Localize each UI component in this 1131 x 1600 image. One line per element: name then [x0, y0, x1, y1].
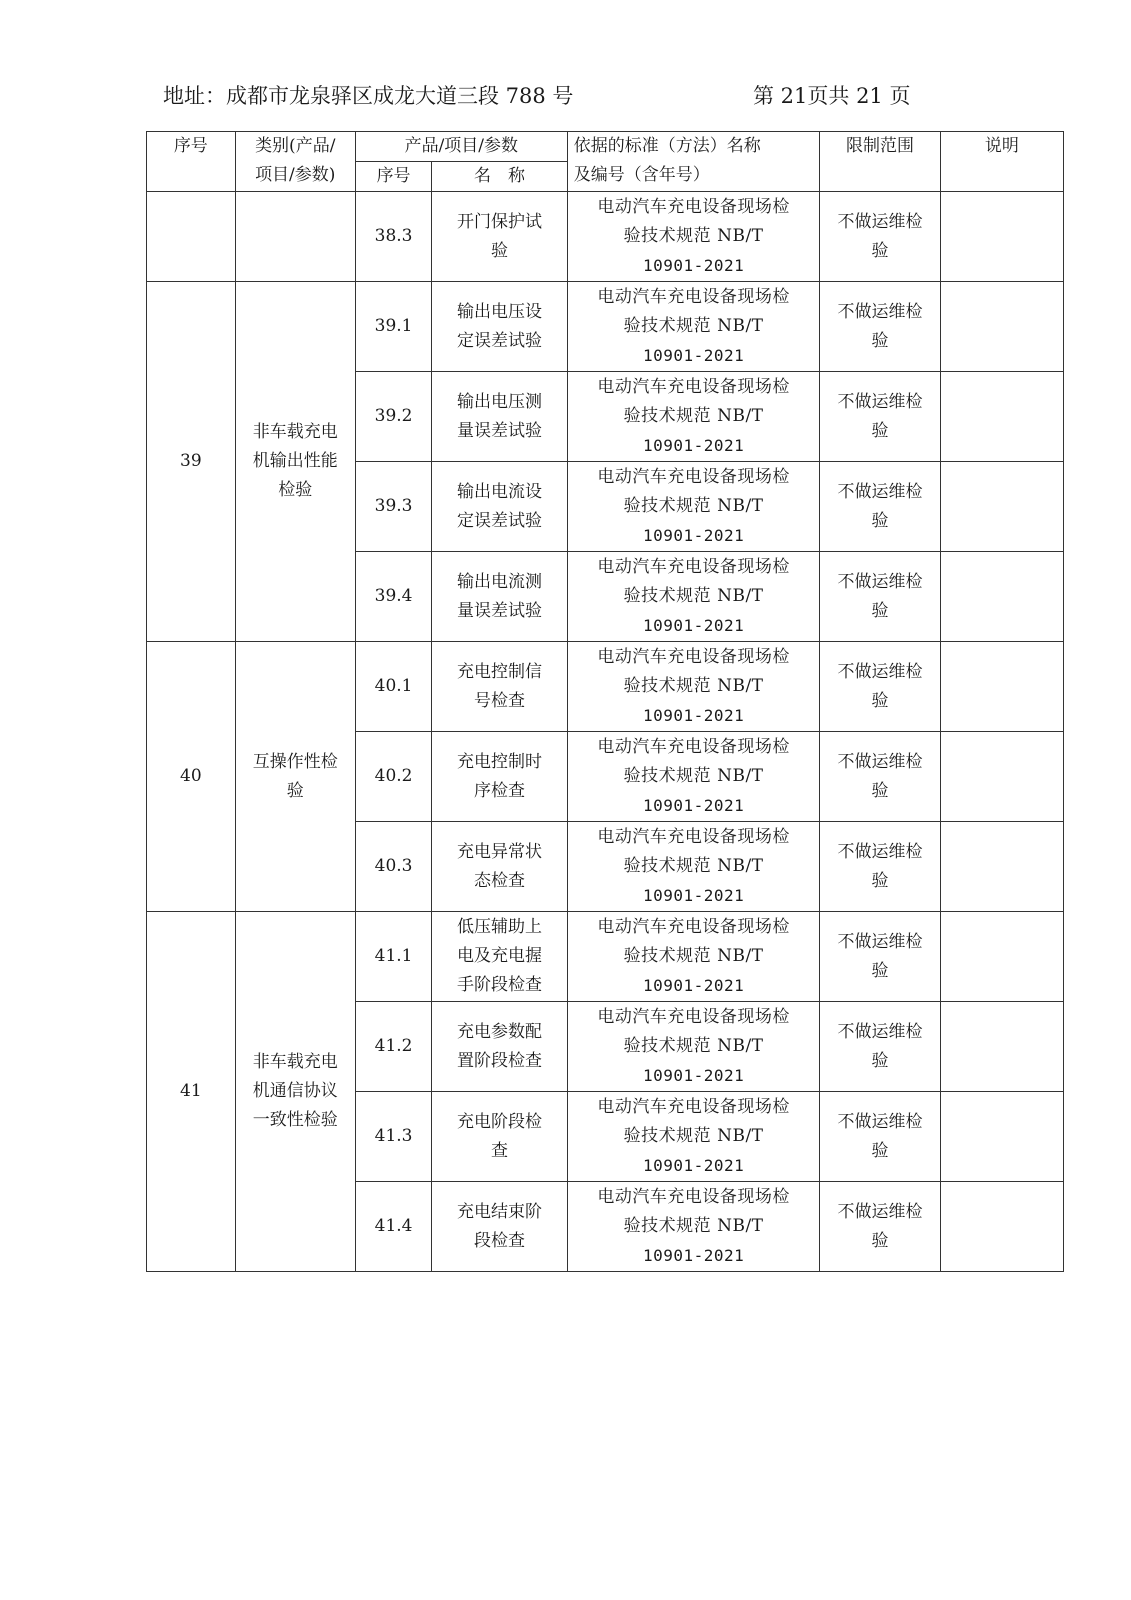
limit-cell: [820, 1092, 940, 1182]
item-seq-cell: 39: [147, 282, 236, 642]
note-cell: [940, 732, 1063, 822]
standard-line: 电动汽车充电设备现场检: [597, 917, 790, 937]
standard-line: 验技术规范 NB/T: [623, 946, 764, 966]
standard-line: 验技术规范 NB/T: [623, 1036, 764, 1056]
standard-line: 电动汽车充电设备现场检: [597, 377, 790, 397]
standard-cell: [567, 462, 820, 552]
limit-cell: [820, 912, 940, 1002]
sub-name-line: 低压辅助上: [457, 917, 543, 937]
page-number: 第 21页共 21 页: [753, 84, 911, 108]
item-category-cell: [235, 912, 355, 1272]
standard-cell: [567, 642, 820, 732]
item-category-cell: [235, 192, 355, 282]
limit-line: 不做运维检: [837, 1201, 923, 1222]
sub-name-line: 输出电流设: [457, 481, 543, 502]
limit-line: 不做运维检: [837, 661, 923, 682]
standard-line: 电动汽车充电设备现场检: [597, 197, 790, 217]
standard-line: 电动汽车充电设备现场检: [597, 827, 790, 847]
sub-name-line: 充电阶段检: [457, 1111, 543, 1132]
sub-seq-cell: 40.1: [355, 642, 431, 732]
standard-line: 电动汽车充电设备现场检: [597, 647, 790, 667]
sub-seq-cell: 40.2: [355, 732, 431, 822]
sub-seq-cell: 41.1: [355, 912, 431, 1002]
sub-name-cell: [432, 912, 568, 1002]
sub-name-line: 定误差试验: [457, 510, 543, 531]
sub-name-line: 号检查: [474, 690, 526, 711]
limit-cell: [820, 462, 940, 552]
header-standard-line1: 依据的标准（方法）名称: [573, 136, 761, 156]
standard-line: 验技术规范 NB/T: [623, 406, 764, 426]
sub-seq-cell: 41.2: [355, 1002, 431, 1092]
standard-cell: [567, 192, 820, 282]
note-cell: [940, 282, 1063, 372]
sub-name-line: 态检查: [474, 870, 526, 891]
header-sub-seq: 序号: [355, 162, 431, 192]
standard-cell: [567, 1092, 820, 1182]
item-category-cell: [235, 282, 355, 642]
item-category-line: 验: [286, 780, 304, 801]
note-cell: [940, 462, 1063, 552]
standard-line: 10901-2021: [642, 1156, 745, 1175]
header-note: 说明: [940, 132, 1063, 192]
standard-line: 电动汽车充电设备现场检: [597, 557, 790, 577]
standard-line: 验技术规范 NB/T: [623, 316, 764, 336]
item-seq-cell: [147, 192, 236, 282]
standard-line: 电动汽车充电设备现场检: [597, 1097, 790, 1117]
standard-cell: [567, 732, 820, 822]
standard-line: 电动汽车充电设备现场检: [597, 467, 790, 487]
standard-cell: [567, 552, 820, 642]
sub-seq-cell: 40.3: [355, 822, 431, 912]
item-seq-cell: 40: [147, 642, 236, 912]
sub-name-line: 充电结束阶: [457, 1201, 543, 1222]
note-cell: [940, 912, 1063, 1002]
standard-line: 10901-2021: [642, 256, 745, 275]
item-category-line: 机输出性能: [252, 451, 338, 471]
item-seq-cell: 41: [147, 912, 236, 1272]
note-cell: [940, 1002, 1063, 1092]
sub-name-cell: [432, 372, 568, 462]
limit-cell: [820, 282, 940, 372]
standard-line: 验技术规范 NB/T: [623, 1216, 764, 1236]
limit-line: 验: [871, 1230, 889, 1251]
limit-cell: [820, 822, 940, 912]
sub-name-line: 输出电压测: [457, 391, 543, 412]
limit-line: 不做运维检: [837, 841, 923, 862]
standard-cell: [567, 372, 820, 462]
sub-name-cell: [432, 1092, 568, 1182]
limit-line: 验: [871, 330, 889, 351]
sub-seq-cell: 41.4: [355, 1182, 431, 1272]
standard-cell: [567, 282, 820, 372]
limit-line: 不做运维检: [837, 751, 923, 772]
table-row: [147, 642, 1064, 732]
limit-cell: [820, 552, 940, 642]
standard-line: 10901-2021: [642, 1066, 745, 1085]
header-seq: 序号: [147, 132, 236, 192]
standard-line: 验技术规范 NB/T: [623, 676, 764, 696]
sub-seq-cell: 41.3: [355, 1092, 431, 1182]
limit-cell: [820, 1182, 940, 1272]
sub-name-line: 充电控制信: [457, 661, 543, 682]
limit-line: 验: [871, 240, 889, 261]
table-row: [147, 192, 1064, 282]
standard-line: 10901-2021: [642, 526, 745, 545]
table-row: [147, 282, 1064, 372]
standard-cell: [567, 912, 820, 1002]
sub-name-cell: [432, 282, 568, 372]
note-cell: [940, 822, 1063, 912]
limit-line: 不做运维检: [837, 481, 923, 502]
sub-seq-cell: 39.4: [355, 552, 431, 642]
standard-line: 验技术规范 NB/T: [623, 496, 764, 516]
standard-line: 验技术规范 NB/T: [623, 856, 764, 876]
sub-name-line: 量误差试验: [457, 600, 543, 621]
limit-line: 不做运维检: [837, 391, 923, 412]
sub-name-cell: [432, 552, 568, 642]
header-product-group: 产品/项目/参数: [355, 132, 567, 162]
standard-line: 10901-2021: [642, 436, 745, 455]
inspection-scope-table: [146, 131, 1064, 1272]
limit-line: 验: [871, 960, 889, 981]
item-category-line: 机通信协议: [252, 1081, 338, 1101]
limit-line: 验: [871, 780, 889, 801]
sub-name-line: 开门保护试: [457, 211, 543, 232]
sub-name-line: 序检查: [474, 780, 526, 801]
standard-line: 电动汽车充电设备现场检: [597, 1007, 790, 1027]
limit-line: 验: [871, 870, 889, 891]
sub-name-line: 充电参数配: [457, 1021, 543, 1042]
standard-line: 10901-2021: [642, 346, 745, 365]
standard-line: 电动汽车充电设备现场检: [597, 1187, 790, 1207]
sub-name-line: 输出电压设: [457, 301, 543, 322]
standard-line: 验技术规范 NB/T: [623, 586, 764, 606]
limit-cell: [820, 732, 940, 822]
sub-name-line: 置阶段检查: [457, 1050, 543, 1071]
limit-line: 不做运维检: [837, 571, 923, 592]
standard-line: 10901-2021: [642, 886, 745, 905]
note-cell: [940, 642, 1063, 732]
sub-seq-cell: 39.3: [355, 462, 431, 552]
standard-line: 验技术规范 NB/T: [623, 1126, 764, 1146]
limit-line: 不做运维检: [837, 211, 923, 232]
sub-name-line: 验: [491, 240, 509, 261]
standard-line: 10901-2021: [642, 976, 745, 995]
sub-name-line: 量误差试验: [457, 420, 543, 441]
sub-name-line: 充电控制时: [457, 751, 543, 772]
sub-name-cell: [432, 462, 568, 552]
item-category-line: 检验: [278, 480, 313, 500]
limit-line: 不做运维检: [837, 931, 923, 952]
limit-cell: [820, 192, 940, 282]
limit-cell: [820, 1002, 940, 1092]
sub-name-line: 电及充电握: [457, 946, 543, 966]
header-row-1: [147, 132, 1064, 162]
header-category: [235, 132, 355, 192]
limit-line: 验: [871, 690, 889, 711]
limit-line: 验: [871, 600, 889, 621]
sub-name-cell: [432, 1182, 568, 1272]
item-category-cell: [235, 642, 355, 912]
table-body: [147, 192, 1064, 1272]
note-cell: [940, 552, 1063, 642]
limit-line: 验: [871, 420, 889, 441]
limit-line: 验: [871, 1050, 889, 1071]
note-cell: [940, 372, 1063, 462]
sub-name-cell: [432, 1002, 568, 1092]
standard-cell: [567, 822, 820, 912]
standard-line: 10901-2021: [642, 1246, 745, 1265]
standard-line: 10901-2021: [642, 616, 745, 635]
header-limit: 限制范围: [820, 132, 940, 192]
sub-name-line: 充电异常状: [457, 841, 543, 862]
limit-line: 验: [871, 510, 889, 531]
item-category-line: 非车载充电: [252, 422, 338, 442]
limit-line: 验: [871, 1140, 889, 1161]
limit-line: 不做运维检: [837, 301, 923, 322]
sub-name-line: 手阶段检查: [457, 975, 543, 995]
standard-line: 电动汽车充电设备现场检: [597, 737, 790, 757]
standard-line: 10901-2021: [642, 796, 745, 815]
item-category-line: 一致性检验: [252, 1110, 338, 1130]
sub-name-line: 定误差试验: [457, 330, 543, 351]
sub-name-line: 输出电流测: [457, 571, 543, 592]
sub-name-cell: [432, 642, 568, 732]
item-category-line: 非车载充电: [252, 1052, 338, 1072]
sub-seq-cell: 38.3: [355, 192, 431, 282]
note-cell: [940, 1092, 1063, 1182]
standard-line: 电动汽车充电设备现场检: [597, 287, 790, 307]
header-standard-line2: 及编号（含年号）: [573, 165, 710, 185]
sub-seq-cell: 39.1: [355, 282, 431, 372]
standard-line: 验技术规范 NB/T: [623, 226, 764, 246]
standard-line: 验技术规范 NB/T: [623, 766, 764, 786]
page-header: [163, 76, 911, 116]
header-sub-name: 名 称: [432, 162, 568, 192]
header-category-line1: 类别(产品/: [255, 136, 336, 156]
sub-name-cell: [432, 732, 568, 822]
header-standard: [567, 132, 820, 192]
sub-seq-cell: 39.2: [355, 372, 431, 462]
item-category-line: 互操作性检: [252, 751, 338, 772]
table-row: [147, 912, 1064, 1002]
limit-line: 不做运维检: [837, 1111, 923, 1132]
note-cell: [940, 192, 1063, 282]
standard-cell: [567, 1182, 820, 1272]
sub-name-cell: [432, 822, 568, 912]
standard-line: 10901-2021: [642, 706, 745, 725]
sub-name-line: 段检查: [474, 1230, 526, 1251]
standard-cell: [567, 1002, 820, 1092]
limit-cell: [820, 642, 940, 732]
note-cell: [940, 1182, 1063, 1272]
sub-name-cell: [432, 192, 568, 282]
sub-name-line: 查: [491, 1140, 509, 1161]
address-text: 地址：成都市龙泉驿区成龙大道三段 788 号: [163, 84, 574, 108]
limit-cell: [820, 372, 940, 462]
limit-line: 不做运维检: [837, 1021, 923, 1042]
header-category-line2: 项目/参数): [255, 165, 336, 185]
